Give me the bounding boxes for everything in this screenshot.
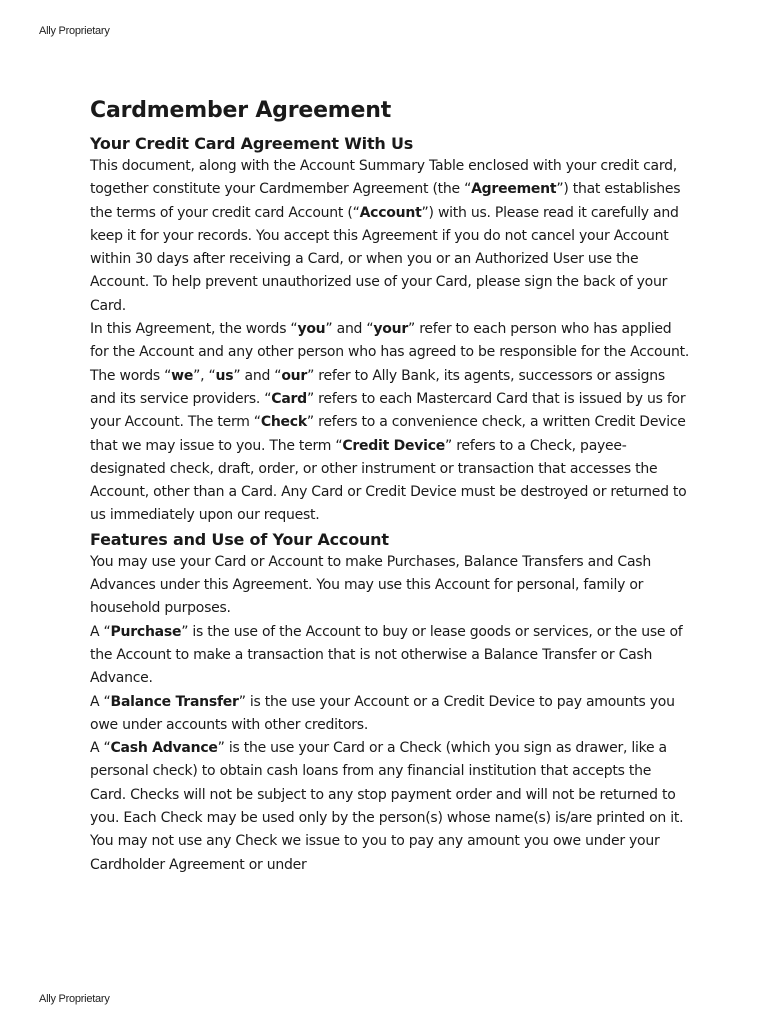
defined-term: Purchase <box>110 623 182 640</box>
paragraph: A “Purchase” is the use of the Account to buy or lease goods or services, or the use of the Account to make a transaction that is not otherwise a Balance Transfer or Cash Advance. <box>90 623 683 687</box>
defined-term: we <box>171 367 194 384</box>
running-footer: Ally Proprietary <box>39 993 110 1005</box>
defined-term: Balance Transfer <box>110 693 239 710</box>
defined-term: Check <box>260 414 307 431</box>
paragraph: This document, along with the Account Summary Table enclosed with your credit card, together constitute your Cardmember Agreement (the “Agreement”) that establishes the terms of your credit card Account (“Account”) with us. Please read it carefully and keep it for your records. You accept this Agreement if you do not cancel your Account within 30 days after receiving a Card, or when you or an Authorized User use the Account. To help prevent unauthorized use of your Card, please sign the back of your Card. <box>90 158 681 314</box>
paragraph: In this Agreement, the words “you” and “your” refer to each person who has applied for the Account and any other person who has agreed to be responsible for the Account. The words “we”, “us” and “our” refer to Ally Bank, its agents, successors or assigns and its service providers. “Card” refers to each Mastercard Card that is issued by us for your Account. The term “Check” refers to a convenience check, a written Credit Device that we may issue to you. The term “Credit Device” refers to a Check, payee-designated check, draft, order, or other instrument or transaction that accesses the Account, other than a Card. Any Card or Credit Device must be destroyed or returned to us immediately upon our request. <box>90 321 690 524</box>
defined-term: Card <box>271 390 307 407</box>
running-header: Ally Proprietary <box>39 25 110 37</box>
document-body <box>90 96 690 877</box>
paragraph: A “Cash Advance” is the use your Card or a Check (which you sign as drawer, like a personal check) to obtain cash loans from any financial institution that accepts the Card. Checks will not be subject to any stop payment order and will not be returned to you. Each Check may be used only by the person(s) whose name(s) is/are printed on it. You may not use any Check we issue to you to pay any amount you owe under your Cardholder Agreement or under <box>90 740 684 873</box>
paragraph: A “Balance Transfer” is the use your Account or a Credit Device to pay amounts you owe under accounts with other creditors. <box>90 693 675 733</box>
defined-term: Agreement <box>471 181 557 198</box>
defined-term: us <box>215 367 234 384</box>
defined-term: Credit Device <box>342 437 445 454</box>
section-heading-features-and-use: Features and Use of Your Account <box>90 529 389 549</box>
defined-term: Account <box>359 204 422 221</box>
defined-term: you <box>297 321 326 338</box>
document-title: Cardmember Agreement <box>90 98 392 123</box>
defined-term: your <box>373 321 409 338</box>
defined-term: Cash Advance <box>110 740 218 757</box>
defined-term: our <box>281 367 308 384</box>
section-heading-credit-card-agreement: Your Credit Card Agreement With Us <box>90 134 414 153</box>
paragraph: You may use your Card or Account to make Purchases, Balance Transfers and Cash Advances under this Agreement. You may use this Account for personal, family or household purposes. <box>90 553 651 617</box>
